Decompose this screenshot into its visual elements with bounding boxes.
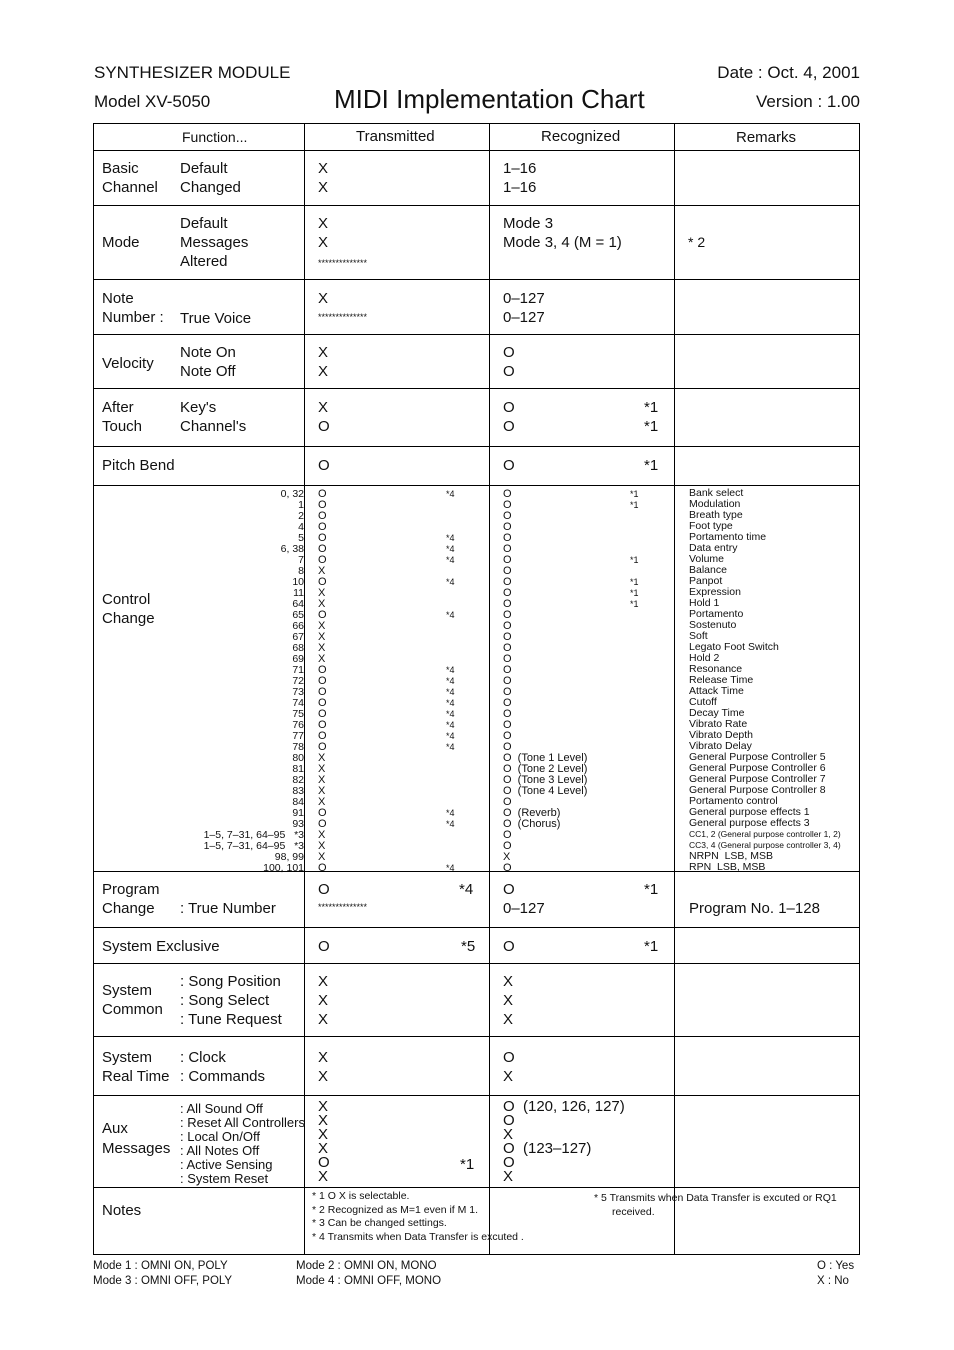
rx-value: O (120, 126, 127) O X O (123–127) O X — [503, 1098, 625, 1185]
rx-value: 1–16 1–16 — [503, 160, 537, 196]
tx-stars: ************** — [318, 312, 368, 322]
row-divider — [94, 279, 859, 280]
row-divider — [94, 927, 859, 928]
rx-value: O O — [503, 344, 515, 380]
cc-remarks-small: CC1, 2 (General purpose controller 1, 2) CC3, 4 (General purpose controller 3, 4) — [689, 829, 841, 850]
remark: * 2 — [688, 234, 706, 250]
note-text: * 5 Transmits when Data Transfer is excuted or RQ1 — [594, 1192, 837, 1204]
note-text: * 1 O X is selectable. — [312, 1190, 410, 1202]
col-header-remarks: Remarks — [736, 129, 797, 146]
row-sublabel: : True Number — [180, 900, 276, 917]
mode-legend: Mode 1 : OMNI ON, POLY — [93, 1260, 228, 1272]
rx-value: O — [503, 457, 515, 474]
row-label: System — [102, 1049, 153, 1066]
page-title: MIDI Implementation Chart — [334, 84, 645, 114]
tx-value: X O — [318, 399, 330, 435]
row-label: Program — [102, 881, 160, 898]
col-header-transmitted: Transmitted — [356, 128, 435, 145]
rx-value: O 0–127 — [503, 881, 545, 917]
row-label: Velocity — [102, 355, 154, 372]
tx-value: X X — [318, 1049, 329, 1085]
col-header-recognized: Recognized — [541, 128, 621, 145]
tx-stars: ************** — [318, 902, 368, 912]
row-divider — [94, 1036, 859, 1037]
mode-legend: Mode 2 : OMNI ON, MONO — [296, 1260, 437, 1272]
row-divider — [94, 388, 859, 389]
cc-rx-values: O O O O O O O O O O O O O O O O O O O O O O O O O (Tone 1 Level) O (Tone 2 Level) O (Tone 3 Level) O (Tone 4 Level) O O (Reverb) O (Chorus) O O X O — [503, 488, 588, 874]
rx-note: *1 — [644, 938, 659, 955]
column-divider — [674, 124, 675, 1254]
row-label: Channel — [102, 179, 158, 196]
row-label: Mode — [102, 234, 140, 251]
rx-value: O O — [503, 399, 515, 435]
row-label: System — [102, 982, 153, 999]
cc-remarks: Bank select Modulation Breath type Foot type Portamento time Data entry Volume Balance Panpot Expression Hold 1 Portamento Sostenuto Soft Legato Foot Switch Hold 2 Resonance Release Time Attack Time Cutoff Decay Time Vibrato Rate Vibrato Depth Vibrato Delay General Purpose Controller 5 General Purpose Controller 6 General Purpose Controller 7 General Purpose Controller 8 Portamento control General purpose effects 1 General purpose effects 3 — [689, 487, 826, 829]
note-text: * 2 Recognized as M=1 even if M 1. — [312, 1204, 479, 1216]
note-text: * 4 Transmits when Data Transfer is excuted . — [312, 1231, 524, 1243]
row-divider — [94, 1187, 859, 1188]
row-label: Common — [102, 1001, 163, 1018]
row-label: Note — [102, 290, 134, 307]
tx-value: O — [318, 457, 330, 474]
rx-note: *1 — [644, 457, 659, 474]
row-label: System Exclusive — [102, 938, 220, 955]
row-label: Change — [102, 900, 155, 917]
row-label: Pitch Bend — [102, 457, 175, 474]
tx-note: *5 — [461, 938, 476, 955]
tx-value: X — [318, 290, 329, 307]
product-name: SYNTHESIZER MODULE — [94, 63, 291, 82]
date-label: Date : Oct. 4, 2001 — [717, 63, 860, 82]
mode-legend: Mode 3 : OMNI OFF, POLY — [93, 1275, 233, 1287]
cc-rx-notes: *1 *1 *1 *1 *1 *1 — [630, 489, 639, 609]
tx-stars: ************** — [318, 258, 368, 268]
row-label: Aux — [102, 1120, 128, 1137]
row-sublabel: : All Sound Off : Reset All Controllers : Local On/Off : All Notes Off : Active Sensing : System Reset — [180, 1101, 305, 1186]
tx-value: X X X X O X — [318, 1098, 330, 1185]
rx-note: *1 *1 — [644, 399, 659, 435]
row-label: Change — [102, 610, 155, 627]
note-text: * 3 Can be changed settings. — [312, 1217, 447, 1229]
row-sublabel: Default Changed — [180, 160, 241, 196]
tx-value: O — [318, 938, 330, 955]
rx-value: Mode 3 Mode 3, 4 (M = 1) — [503, 215, 622, 251]
tx-note: *4 — [459, 881, 474, 898]
row-divider — [94, 334, 859, 335]
row-label: After — [102, 399, 134, 416]
rx-value: 0–127 0–127 — [503, 290, 545, 326]
row-sublabel: Key's Channel's — [180, 399, 247, 435]
row-sublabel: Default Messages Altered — [180, 215, 249, 270]
column-divider — [489, 124, 490, 1254]
cc-numbers: 0, 32 1 2 4 5 6, 38 7 8 10 11 64 65 66 67 68 69 71 72 73 74 75 76 77 78 80 81 82 83 84 91 93 1–5, 7–31, 64–95 *3 1–5, 7–31, 64–95 *3 98, 99 100, 101 — [203, 488, 304, 874]
rx-value: O — [503, 938, 515, 955]
legend-no: X : No — [817, 1275, 849, 1287]
version-label: Version : 1.00 — [756, 92, 860, 111]
rx-value: X X X — [503, 973, 514, 1028]
cc-remarks-tail: NRPN LSB, MSB RPN LSB, MSB — [689, 850, 774, 873]
tx-value: X X — [318, 215, 329, 251]
note-text: received. — [612, 1206, 655, 1218]
row-divider — [94, 485, 859, 486]
row-divider — [94, 963, 859, 964]
row-label: Notes — [102, 1202, 142, 1219]
tx-value: O — [318, 881, 330, 898]
model-name: Model XV-5050 — [94, 92, 211, 111]
legend-yes: O : Yes — [817, 1260, 855, 1272]
row-label: Number : — [102, 309, 164, 326]
row-sublabel: : Song Position : Song Select : Tune Request — [180, 973, 282, 1028]
row-sublabel: True Voice — [180, 310, 252, 327]
row-divider — [94, 205, 859, 206]
row-label: Touch — [102, 418, 143, 435]
cc-tx-notes: *4 *4 *4 *4 *4 *4 *4 *4 *4 *4 *4 *4 *4 *4 *4 *4 *4 — [446, 489, 455, 873]
mode-legend: Mode 4 : OMNI OFF, MONO — [296, 1275, 442, 1287]
tx-value: X X X — [318, 973, 329, 1028]
row-label: Control — [102, 591, 151, 608]
row-divider — [94, 150, 859, 151]
tx-value: X X — [318, 160, 329, 196]
column-divider — [304, 124, 305, 1254]
col-header-function: Function... — [182, 129, 248, 145]
row-sublabel: : Clock : Commands — [180, 1049, 266, 1085]
remark: Program No. 1–128 — [689, 900, 820, 917]
midi-chart-table — [93, 123, 860, 1255]
tx-value: X X — [318, 344, 329, 380]
row-sublabel: Note On Note Off — [180, 344, 236, 380]
cc-tx-values: O O O O O O O X O X X O X X X X O O O O O O O O X X X X X O O X X X O — [318, 488, 327, 874]
tx-note: *1 — [460, 1156, 475, 1173]
row-divider — [94, 446, 859, 447]
rx-value: O X — [503, 1049, 515, 1085]
row-divider — [94, 1095, 859, 1096]
rx-note: *1 — [644, 881, 659, 898]
row-label: Basic — [102, 160, 139, 177]
row-label: Real Time — [102, 1068, 170, 1085]
row-label: Messages — [102, 1140, 171, 1157]
